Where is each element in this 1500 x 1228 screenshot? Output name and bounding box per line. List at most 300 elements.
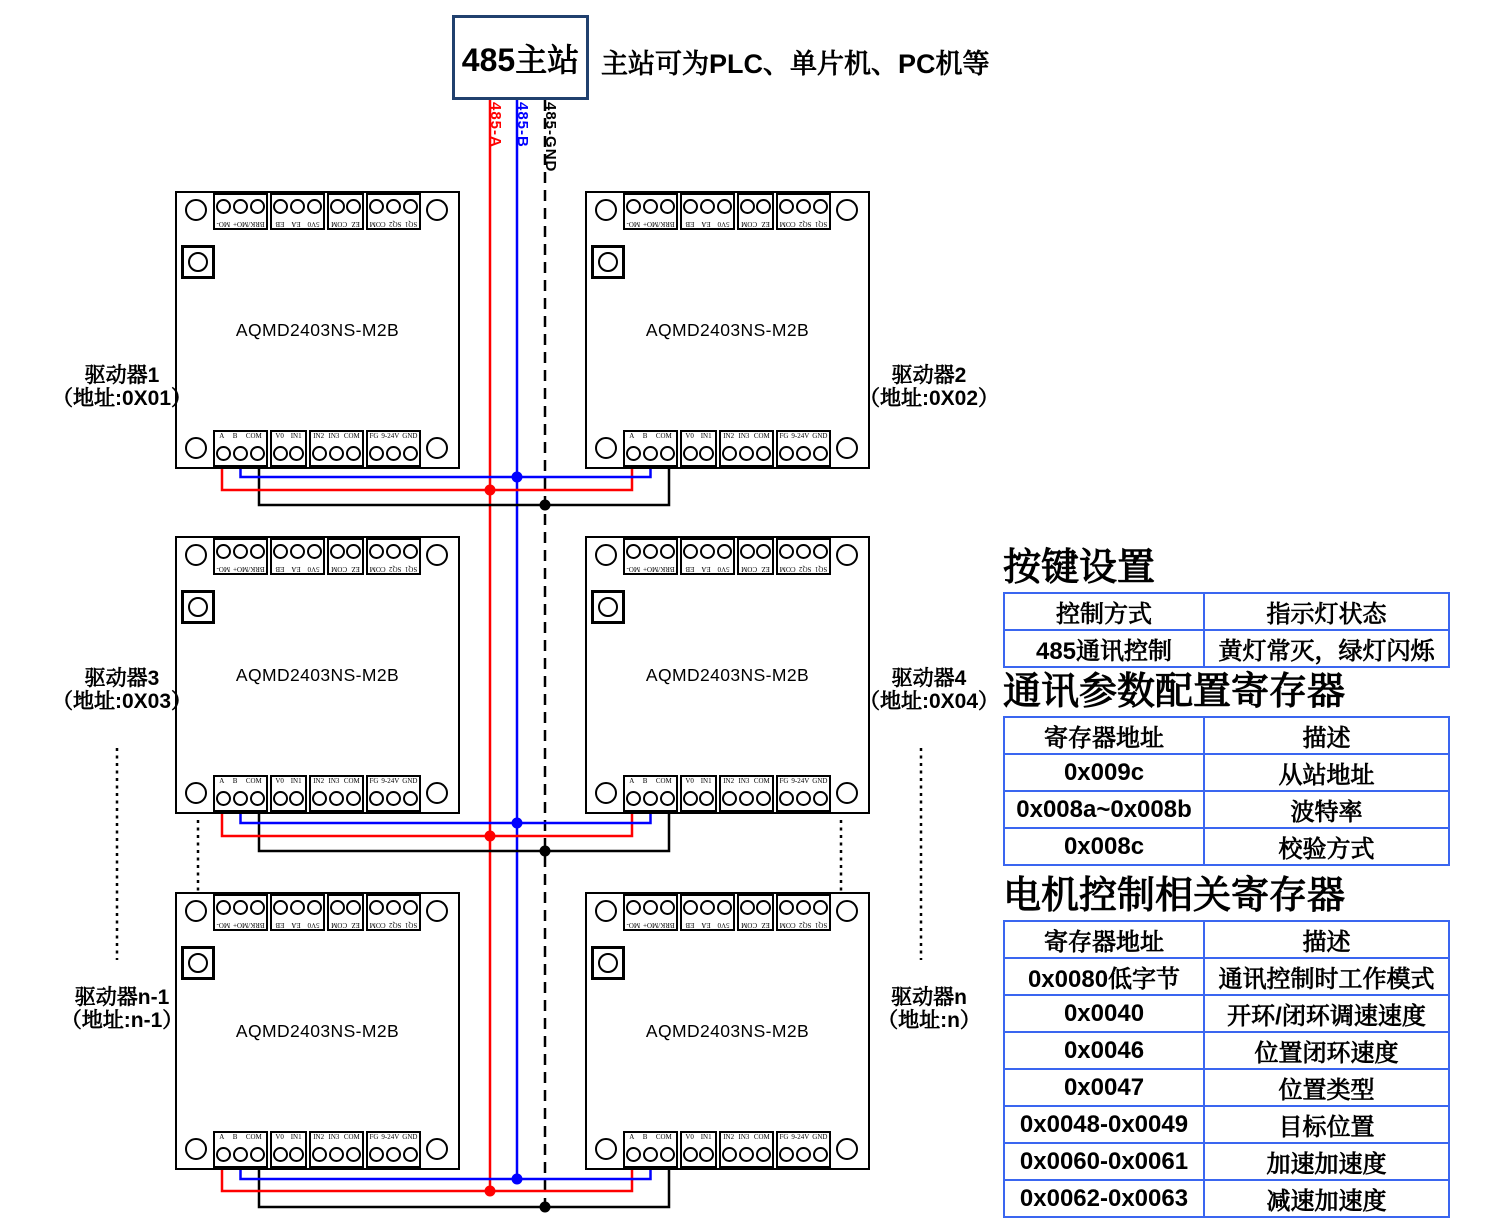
terminal-hole-icon: [273, 446, 288, 461]
driver-label-1: [36, 364, 208, 410]
table-row: [1004, 828, 1449, 865]
terminal-hole-icon: [403, 200, 418, 215]
terminal-hole-icon: [699, 1147, 714, 1162]
terminal-hole-icon: [700, 545, 715, 560]
terminal-label: 9-24V: [791, 777, 810, 785]
terminal-label: V0: [685, 1133, 694, 1141]
top-terminal-strip: [623, 538, 831, 575]
terminal-label: A: [219, 432, 225, 440]
terminal-hole-icon: [717, 545, 732, 560]
terminal-hole-icon: [330, 901, 345, 916]
terminal-hole-icon: [330, 200, 345, 215]
terminal-hole-icon: [250, 901, 265, 916]
terminal-label: IN3: [328, 777, 340, 785]
terminal-hole-icon: [216, 1147, 231, 1162]
terminal-hole-icon: [717, 901, 732, 916]
screw-hole-icon: [185, 199, 207, 221]
terminal-labels: [272, 1133, 305, 1142]
terminal-labels: [215, 219, 266, 228]
terminal-label: A: [219, 777, 225, 785]
terminal-label: BRK/MO+: [232, 565, 265, 573]
table-row: [1004, 791, 1449, 828]
terminal-hole-icon: [722, 446, 737, 461]
table-cell: 485通讯控制: [1004, 630, 1204, 667]
mode-button-cap-icon: [188, 953, 208, 973]
terminal-label: SQ2: [799, 921, 812, 929]
terminal-labels: [682, 920, 733, 929]
terminal-label: IN1: [700, 432, 712, 440]
terminal-holes: [682, 896, 733, 920]
terminal-label: IN3: [738, 1133, 750, 1141]
terminal-label: COM: [369, 565, 386, 573]
bus-label-485-a: 485-A: [487, 102, 504, 148]
terminal-label: COM: [343, 1133, 360, 1141]
terminal-holes: [368, 540, 419, 564]
board-model-label: AQMD2403NS-M2B: [645, 320, 810, 340]
terminal-label: EB: [685, 220, 695, 228]
terminal-hole-icon: [700, 901, 715, 916]
terminal-label: EZ: [761, 565, 770, 573]
driver-name: 驱动器n-1: [74, 986, 170, 1009]
terminal-labels: [721, 1133, 772, 1142]
terminal-labels: [682, 219, 733, 228]
terminal-label: SQ1: [814, 565, 828, 573]
terminal-hole-icon: [329, 791, 344, 806]
terminal-label: EA: [701, 565, 711, 573]
mode-button-cap-icon: [598, 252, 618, 272]
terminal-hole-icon: [626, 446, 641, 461]
terminal-block: [270, 1131, 307, 1168]
terminal-hole-icon: [756, 446, 771, 461]
terminal-block: [213, 894, 268, 931]
terminal-labels: [368, 920, 419, 929]
terminal-label: B: [232, 1133, 238, 1141]
terminal-labels: [215, 564, 266, 573]
terminal-label: SQ1: [814, 220, 828, 228]
terminal-holes: [311, 786, 362, 810]
terminal-holes: [721, 1142, 772, 1166]
terminal-hole-icon: [813, 545, 828, 560]
terminal-block: [776, 775, 831, 812]
table-key-settings: [1003, 592, 1450, 668]
terminal-holes: [368, 195, 419, 219]
terminal-label: FG: [369, 777, 379, 785]
terminal-label: GND: [402, 1133, 418, 1141]
terminal-hole-icon: [273, 1147, 288, 1162]
table-row: [1004, 1106, 1449, 1143]
screw-hole-icon: [426, 437, 448, 459]
table-title-key-settings: 按键设置: [1003, 547, 1156, 589]
terminal-hole-icon: [660, 446, 675, 461]
terminal-holes: [368, 1142, 419, 1166]
driver-board-n-1: [175, 892, 460, 1170]
bottom-terminal-strip: [213, 775, 421, 812]
terminal-label: 9-24V: [381, 432, 400, 440]
terminal-hole-icon: [796, 791, 811, 806]
terminal-block: [327, 538, 364, 575]
terminal-block: [680, 1131, 717, 1168]
screw-hole-icon: [595, 782, 617, 804]
screw-hole-icon: [836, 544, 858, 566]
bottom-terminal-strip: [213, 1131, 421, 1168]
terminal-label: V0: [685, 432, 694, 440]
terminal-block: [327, 894, 364, 931]
terminal-holes: [625, 1142, 676, 1166]
terminal-hole-icon: [307, 901, 322, 916]
terminal-hole-icon: [216, 446, 231, 461]
terminal-labels: [215, 777, 266, 786]
terminal-holes: [682, 786, 715, 810]
terminal-block: [719, 775, 774, 812]
terminal-label: A: [629, 432, 635, 440]
terminal-hole-icon: [756, 200, 771, 215]
terminal-label: SQ2: [389, 565, 402, 573]
driver-name: 驱动器1: [84, 364, 160, 387]
screw-hole-icon: [836, 782, 858, 804]
table-cell: 校验方式: [1204, 828, 1449, 865]
terminal-block: [719, 1131, 774, 1168]
terminal-holes: [721, 786, 772, 810]
terminal-labels: [272, 432, 305, 441]
screw-hole-icon: [595, 437, 617, 459]
terminal-label: EZ: [761, 220, 770, 228]
terminal-hole-icon: [346, 1147, 361, 1162]
terminal-hole-icon: [756, 791, 771, 806]
terminal-block: [366, 775, 421, 812]
screw-hole-icon: [836, 199, 858, 221]
terminal-label: EB: [685, 565, 695, 573]
terminal-label: COM: [343, 777, 360, 785]
terminal-hole-icon: [813, 1147, 828, 1162]
table-cell: 通讯控制时工作模式: [1204, 958, 1449, 995]
terminal-hole-icon: [779, 901, 794, 916]
terminal-labels: [329, 564, 362, 573]
terminal-label: SQ1: [404, 921, 418, 929]
table-row: [1004, 1180, 1449, 1217]
terminal-hole-icon: [756, 545, 771, 560]
table-row: [1004, 958, 1449, 995]
terminal-hole-icon: [216, 791, 231, 806]
driver-label-n: [843, 986, 1015, 1032]
terminal-label: BRK/MO+: [642, 220, 675, 228]
terminal-label: 5V0: [307, 565, 320, 573]
terminal-labels: [739, 564, 772, 573]
terminal-hole-icon: [289, 791, 304, 806]
terminal-label: GND: [402, 432, 418, 440]
mode-button-cap-icon: [598, 953, 618, 973]
terminal-holes: [215, 441, 266, 465]
terminal-hole-icon: [346, 545, 361, 560]
screw-hole-icon: [595, 544, 617, 566]
terminal-labels: [721, 432, 772, 441]
table-row: [1004, 754, 1449, 791]
terminal-label: B: [232, 777, 238, 785]
bottom-terminal-strip: [623, 430, 831, 467]
terminal-labels: [368, 432, 419, 441]
terminal-hole-icon: [699, 791, 714, 806]
driver-board-3: [175, 536, 460, 814]
terminal-labels: [311, 432, 362, 441]
table-header-cell: 指示灯状态: [1204, 593, 1449, 630]
table-header-row: [1004, 593, 1449, 630]
terminal-hole-icon: [683, 200, 698, 215]
top-terminal-strip: [623, 193, 831, 230]
terminal-hole-icon: [626, 1147, 641, 1162]
terminal-holes: [272, 540, 323, 564]
terminal-label: 9-24V: [381, 1133, 400, 1141]
screw-hole-icon: [836, 1138, 858, 1160]
terminal-block: [680, 430, 717, 467]
terminal-labels: [682, 432, 715, 441]
terminal-label: COM: [741, 921, 758, 929]
terminal-hole-icon: [740, 200, 755, 215]
terminal-hole-icon: [643, 791, 658, 806]
terminal-label: 9-24V: [381, 777, 400, 785]
terminal-labels: [682, 1133, 715, 1142]
table-cell: 0x009c: [1004, 754, 1204, 791]
terminal-label: SQ1: [404, 220, 418, 228]
terminal-hole-icon: [683, 446, 698, 461]
terminal-labels: [778, 219, 829, 228]
terminal-hole-icon: [369, 545, 384, 560]
screw-hole-icon: [426, 544, 448, 566]
screw-hole-icon: [426, 900, 448, 922]
terminal-holes: [272, 441, 305, 465]
terminal-hole-icon: [386, 200, 401, 215]
terminal-holes: [778, 1142, 829, 1166]
terminal-hole-icon: [346, 791, 361, 806]
terminal-label: IN2: [723, 432, 735, 440]
terminal-hole-icon: [660, 791, 675, 806]
terminal-labels: [625, 777, 676, 786]
terminal-hole-icon: [233, 1147, 248, 1162]
terminal-label: EZ: [351, 220, 360, 228]
terminal-label: A: [629, 1133, 635, 1141]
mode-button: [181, 946, 215, 980]
driver-name: 驱动器3: [84, 667, 160, 690]
table-title-motor-registers: 电机控制相关寄存器: [1003, 875, 1346, 917]
table-group-motor-registers: [1003, 876, 1448, 1218]
terminal-label: IN1: [700, 1133, 712, 1141]
terminal-hole-icon: [660, 545, 675, 560]
table-row: [1004, 1032, 1449, 1069]
terminal-block: [366, 538, 421, 575]
mode-button: [591, 946, 625, 980]
terminal-holes: [272, 195, 323, 219]
terminal-label: SQ1: [814, 921, 828, 929]
terminal-label: V0: [685, 777, 694, 785]
terminal-hole-icon: [233, 901, 248, 916]
driver-name: 驱动器4: [891, 667, 967, 690]
terminal-block: [623, 775, 678, 812]
terminal-block: [776, 430, 831, 467]
terminal-holes: [778, 540, 829, 564]
terminal-label: SQ2: [389, 921, 402, 929]
terminal-block: [737, 193, 774, 230]
terminal-holes: [311, 441, 362, 465]
terminal-hole-icon: [369, 200, 384, 215]
table-group-comm-registers: [1003, 672, 1448, 866]
terminal-hole-icon: [739, 1147, 754, 1162]
terminal-hole-icon: [643, 200, 658, 215]
driver-address: （地址:0X04）: [858, 690, 1000, 713]
terminal-hole-icon: [233, 791, 248, 806]
screw-hole-icon: [185, 782, 207, 804]
table-cell: 0x0060-0x0061: [1004, 1143, 1204, 1180]
terminal-label: IN2: [723, 777, 735, 785]
terminal-hole-icon: [346, 901, 361, 916]
table-motor-registers: [1003, 920, 1450, 1218]
terminal-holes: [329, 540, 362, 564]
terminal-hole-icon: [722, 1147, 737, 1162]
table-cell: 0x0047: [1004, 1069, 1204, 1106]
terminal-hole-icon: [369, 1147, 384, 1162]
table-header-cell: 控制方式: [1004, 593, 1204, 630]
terminal-labels: [778, 564, 829, 573]
bottom-terminal-strip: [623, 775, 831, 812]
board-model-label: AQMD2403NS-M2B: [235, 665, 400, 685]
bottom-terminal-strip: [213, 430, 421, 467]
terminal-hole-icon: [717, 200, 732, 215]
terminal-holes: [739, 896, 772, 920]
terminal-holes: [625, 896, 676, 920]
terminal-labels: [215, 432, 266, 441]
terminal-hole-icon: [683, 901, 698, 916]
terminal-labels: [368, 1133, 419, 1142]
driver-address: （地址:n）: [877, 1009, 981, 1032]
driver-address: （地址:0X02）: [858, 387, 1000, 410]
top-terminal-strip: [213, 894, 421, 931]
terminal-hole-icon: [779, 200, 794, 215]
terminal-label: EZ: [351, 565, 360, 573]
table-cell: 开环/闭环调速速度: [1204, 995, 1449, 1032]
terminal-label: 5V0: [307, 220, 320, 228]
terminal-hole-icon: [386, 1147, 401, 1162]
terminal-hole-icon: [643, 901, 658, 916]
terminal-block: [213, 775, 268, 812]
terminal-labels: [272, 777, 305, 786]
top-terminal-strip: [213, 193, 421, 230]
terminal-hole-icon: [403, 791, 418, 806]
terminal-hole-icon: [626, 791, 641, 806]
terminal-labels: [739, 920, 772, 929]
table-row: [1004, 630, 1449, 667]
terminal-hole-icon: [290, 200, 305, 215]
terminal-labels: [721, 777, 772, 786]
terminal-label: IN2: [313, 432, 325, 440]
terminal-label: COM: [779, 565, 796, 573]
terminal-hole-icon: [312, 791, 327, 806]
terminal-label: 5V0: [307, 921, 320, 929]
terminal-label: COM: [779, 220, 796, 228]
terminal-block: [623, 894, 678, 931]
terminal-label: IN1: [290, 777, 302, 785]
board-model-label: AQMD2403NS-M2B: [645, 1021, 810, 1041]
driver-board-2: [585, 191, 870, 469]
terminal-labels: [778, 432, 829, 441]
terminal-hole-icon: [643, 1147, 658, 1162]
driver-label-4: [843, 667, 1015, 713]
table-header-cell: 描述: [1204, 717, 1449, 754]
master-station-box: [452, 15, 589, 100]
terminal-label: BRK/MO+: [642, 921, 675, 929]
terminal-label: COM: [369, 921, 386, 929]
terminal-label: EB: [685, 921, 695, 929]
terminal-holes: [272, 1142, 305, 1166]
terminal-block: [309, 430, 364, 467]
terminal-hole-icon: [307, 545, 322, 560]
terminal-holes: [215, 786, 266, 810]
terminal-hole-icon: [290, 901, 305, 916]
screw-hole-icon: [185, 437, 207, 459]
terminal-labels: [272, 564, 323, 573]
terminal-label: EA: [291, 921, 301, 929]
terminal-hole-icon: [386, 545, 401, 560]
driver-board-n: [585, 892, 870, 1170]
terminal-labels: [625, 564, 676, 573]
terminal-hole-icon: [683, 545, 698, 560]
terminal-block: [213, 1131, 268, 1168]
terminal-block: [270, 894, 325, 931]
driver-address: （地址:0X03）: [51, 690, 193, 713]
screw-hole-icon: [426, 1138, 448, 1160]
table-cell: 0x0040: [1004, 995, 1204, 1032]
terminal-label: IN3: [328, 1133, 340, 1141]
terminal-block: [737, 894, 774, 931]
terminal-block: [213, 193, 268, 230]
terminal-holes: [778, 441, 829, 465]
table-header-row: [1004, 717, 1449, 754]
terminal-label: GND: [812, 432, 828, 440]
terminal-hole-icon: [739, 446, 754, 461]
driver-label-n-1: [36, 986, 208, 1032]
terminal-block: [213, 430, 268, 467]
terminal-labels: [272, 219, 323, 228]
terminal-label: COM: [331, 921, 348, 929]
terminal-hole-icon: [403, 545, 418, 560]
terminal-label: BRK/MO+: [642, 565, 675, 573]
terminal-label: COM: [779, 921, 796, 929]
terminal-hole-icon: [250, 200, 265, 215]
terminal-hole-icon: [643, 545, 658, 560]
terminal-hole-icon: [329, 446, 344, 461]
terminal-label: V0: [275, 777, 284, 785]
terminal-label: SQ2: [389, 220, 402, 228]
terminal-label: GND: [402, 777, 418, 785]
table-header-cell: 描述: [1204, 921, 1449, 958]
terminal-holes: [329, 195, 362, 219]
terminal-hole-icon: [740, 901, 755, 916]
terminal-hole-icon: [626, 200, 641, 215]
terminal-holes: [625, 195, 676, 219]
terminal-labels: [368, 219, 419, 228]
terminal-block: [366, 1131, 421, 1168]
terminal-block: [309, 775, 364, 812]
terminal-label: EZ: [351, 921, 360, 929]
terminal-holes: [215, 896, 266, 920]
table-cell: 0x0046: [1004, 1032, 1204, 1069]
terminal-label: EB: [275, 565, 285, 573]
terminal-holes: [682, 441, 715, 465]
terminal-block: [623, 1131, 678, 1168]
mode-button-cap-icon: [188, 597, 208, 617]
terminal-block: [270, 430, 307, 467]
terminal-label: SQ2: [799, 565, 812, 573]
terminal-hole-icon: [273, 545, 288, 560]
terminal-hole-icon: [626, 901, 641, 916]
driver-name: 驱动器n: [891, 986, 967, 1009]
terminal-holes: [778, 195, 829, 219]
